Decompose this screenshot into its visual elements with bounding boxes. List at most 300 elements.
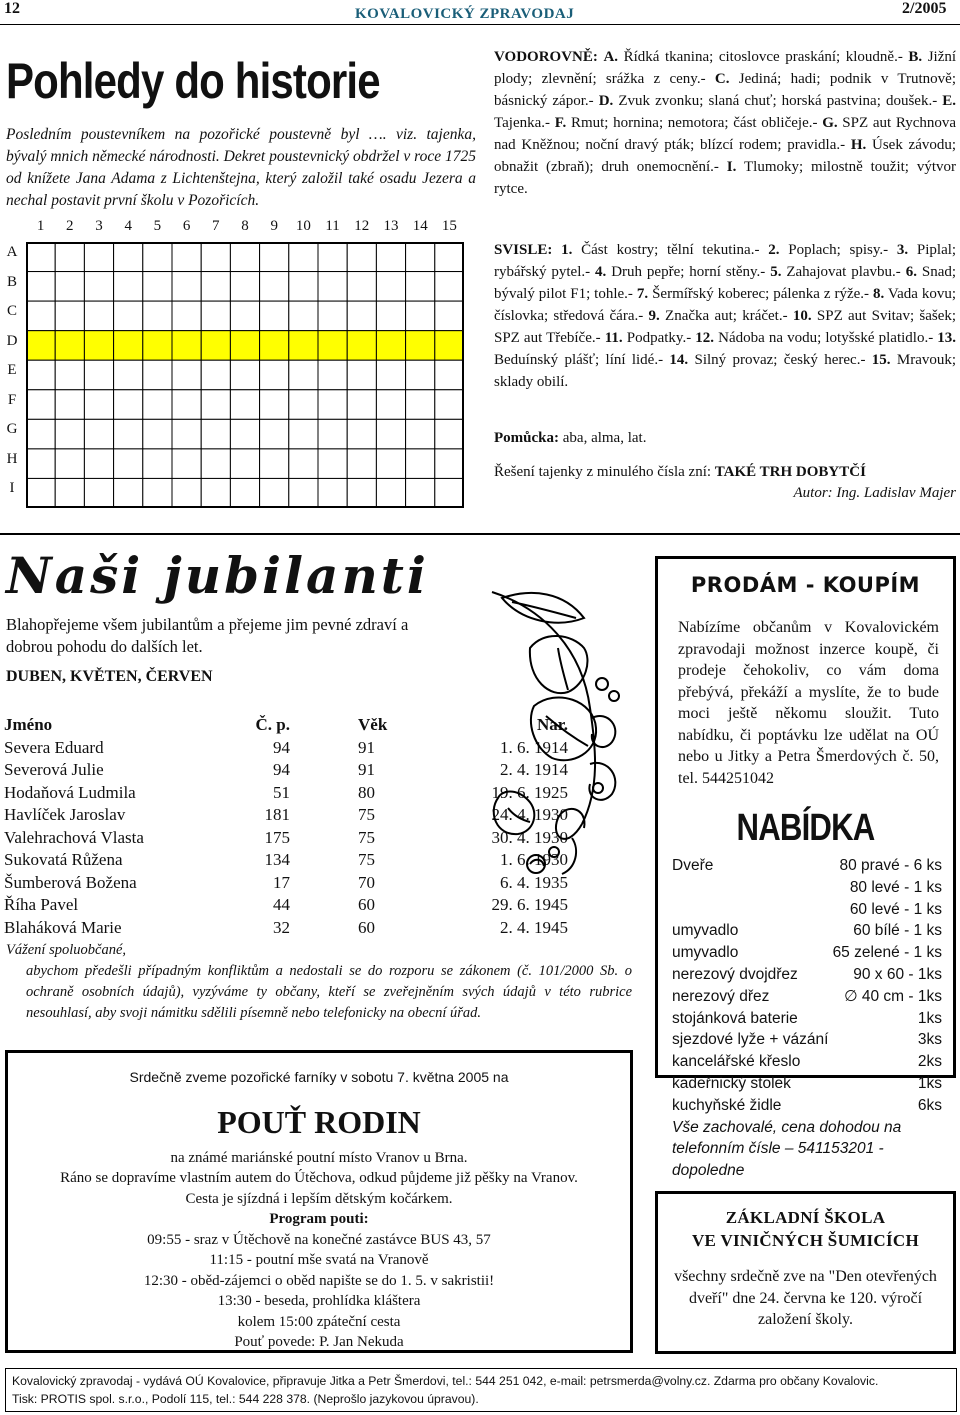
crossword-cell [347,419,376,449]
jubilant-age: 60 [358,895,375,914]
crossword-cell [114,360,143,390]
crossword-cell [289,419,318,449]
offer-item-detail: 1ks [917,1074,942,1092]
offer-item-name: umyvadlo [672,944,739,962]
crossword-cell [114,331,143,361]
clue-key: 5. [770,264,782,280]
clue-key: 2. [768,242,780,258]
clue-key: 6. [905,264,917,280]
clue-text: SPZ aut Svitav; šašek; SPZ aut Třebíče.- [494,308,957,346]
clue-key: D. [598,93,614,109]
crossword-cell [435,301,464,331]
crossword-cell [84,331,113,361]
crossword-cell [55,272,84,302]
offer-item [672,1029,942,1051]
offer-item [672,877,942,899]
crossword-cell [172,242,201,272]
col-age-header: Věk [358,715,388,734]
jubilant-born: 30. 4. 1930 [491,827,568,847]
offer-item-name: umyvadlo [672,922,739,940]
offer-item-detail: ∅ 40 cm - 1ks [844,987,942,1005]
crossword-row-letter: D [6,332,18,349]
crossword-column-number: 14 [412,218,428,234]
crossword-cell [435,478,464,508]
crossword-cell [406,390,435,420]
clue-key: I. [726,159,737,175]
crossword-cell [26,390,55,420]
crossword-cell [143,419,172,449]
crossword-cell [318,331,347,361]
crossword-cell [318,390,347,420]
jubilant-age: 80 [358,782,375,802]
offer-note: Vše zachovalé, cena dohodou na telefonním čísle – 541153201 - dopoledne [672,1118,902,1180]
crossword-cell [289,449,318,479]
crossword-cell [55,242,84,272]
crossword-cell [260,419,289,449]
crossword-row-letter: A [6,244,18,260]
crossword-cell [230,301,259,331]
crossword-cell [114,301,143,331]
jubilant-house: 17 [273,872,290,892]
crossword-cell [347,449,376,479]
crossword-cell [347,272,376,302]
crossword-cell [289,242,318,272]
clue-key: G. [822,115,838,131]
crossword-cell [172,272,201,302]
crossword-cell [347,301,376,331]
crossword-cell [230,449,259,479]
clue-key: 7. [636,286,649,302]
crossword-cell [201,449,230,479]
crossword-cell [55,449,84,479]
clue-text: Nádoba na vodu; lotyšské platidlo.- [718,330,934,346]
crossword-column-number: 12 [354,218,370,234]
col-house-header: Č. p. [255,715,290,734]
crossword-cell [230,331,259,361]
crossword-cell [114,242,143,272]
classifieds-text: Nabízíme občanům v Kovalovickém zpravodaji možnost inzerce koupě, či prodeje čehokoliv, co vám doma přebývá, překáží a myslíte, že to bude moci ještě někomu sloužit. Tuto nabídku, či poptávku lze udělat na OÚ nebo u Jitky a Petra Šmerdových č. 50, tel. 544251042 [678,619,939,787]
crossword-cell [376,242,405,272]
clue-key: 9. [648,308,660,324]
clue-text: Piplal; rybářský pytel.- [494,242,957,280]
jubilant-name: Sukovatá Růžena [4,850,123,869]
offer-item-name: kancelářské křeslo [672,1053,801,1071]
crossword-cell [26,272,55,302]
jubilant-born: 2. 4. 1914 [500,760,568,779]
crossword-cell [376,419,405,449]
jubilant-born: 2. 4. 1945 [500,917,568,937]
notice-body: abychom předešli případným konfliktům a nedostali se do rozporu se zákonem (č. 101/2000 Sb. o ochraně osobních údajů), vyzýváme ty občany, kteří se zveřejněním svých údajů v této rubrice nesouhlasí, aby svoji námitku sdělili písemně nebo telefonicky na obecní úřad. [26,963,632,1021]
program-item: Pouť povede: P. Jan Nekuda [234,1334,404,1350]
program-item: 12:30 - oběd-zájemci o oběd napište se do 1. 5. v sakristii! [143,1272,495,1289]
jubilant-name: Severová Julie [4,760,104,779]
jubilant-house: 181 [264,805,290,824]
crossword-cell [260,360,289,390]
crossword-cell [435,272,464,302]
crossword-cell [406,360,435,390]
crossword-cell [230,360,259,390]
jubilant-house: 134 [264,850,290,869]
footer-line-2: Tisk: PROTIS spol. s.r.o., Podolí 115, tel.: 544 228 378. (Neprošlo jazykovou úpravou). [12,1392,479,1406]
jubilant-born: 24. 4. 1930 [491,805,568,824]
crossword-cell [230,242,259,272]
jubilant-born: 29. 6. 1945 [491,895,568,914]
crossword-cell [289,272,318,302]
clue-text: Úsek závodu; obnažit (zbraň); druh onemocnění.- [494,137,957,175]
crossword-cell [376,390,405,420]
crossword-cell [55,419,84,449]
crossword-column-number: 15 [441,218,457,234]
crossword-cell [318,478,347,508]
crossword-cell [143,301,172,331]
clue-text: Beduínský plášť; líní lidé.- [494,352,664,368]
history-title: Pohledy do historie [6,53,380,109]
crossword-cell [435,242,464,272]
crossword-cell [289,331,318,361]
jubilant-age: 75 [358,827,375,847]
jubilant-born: 19. 6. 1925 [491,782,568,802]
crossword-cell [55,301,84,331]
crossword-cell [172,478,201,508]
crossword-column-number: 5 [153,218,162,234]
crossword-cell [84,242,113,272]
clue-key: 15. [871,352,891,368]
jubilant-age: 75 [358,805,375,824]
clues-horizontal [494,46,956,200]
crossword-cell [143,478,172,508]
school-box [655,1191,956,1354]
pilgrimage-line: Ráno se dopravíme vlastním autem do Útěchova, odkud půjdeme již pěšky na Vranov. [60,1170,578,1186]
help-line [494,427,956,449]
offer-item-detail: 1ks [917,1009,942,1027]
crossword-cell [84,360,113,390]
offer-item-detail: 60 bílé - 1 ks [853,922,942,940]
jubilant-name: Valehrachová Vlasta [4,827,144,847]
crossword-column-number: 10 [295,218,311,234]
crossword-cell [26,419,55,449]
crossword-cell [406,478,435,508]
crossword-cell [347,331,376,361]
offer-item-name: sjezdové lyže + vázání [672,1031,829,1049]
clue-key: 4. [595,264,607,280]
crossword-cell [26,242,55,272]
crossword-cell [318,449,347,479]
crossword-row-letter: I [9,480,15,496]
offer-item-detail: 90 x 60 - 1ks [853,965,942,983]
crossword-cell [114,390,143,420]
crossword-cell [435,390,464,420]
crossword-column-number: 2 [66,218,74,234]
crossword-cell [172,449,201,479]
crossword-cell [435,449,464,479]
result-answer: TAKÉ TRH DOBYTČÍ [714,464,866,480]
crossword-cell [376,478,405,508]
clue-text: Poplach; spisy.- [788,242,889,258]
crossword-cell [26,360,55,390]
school-title-1: ZÁKLADNÍ ŠKOLA [725,1208,886,1227]
offer-item-name: nerezový dřez [672,987,770,1005]
crossword-cell [201,331,230,361]
table-row [4,917,568,940]
crossword-cell [201,301,230,331]
crossword-cell [172,360,201,390]
clues-label: SVISLE: [494,242,553,258]
clue-key: A. [603,49,619,65]
clue-key: 3. [896,242,909,258]
crossword-column-number: 7 [212,218,220,234]
crossword-cell [376,360,405,390]
crossword-cell [260,272,289,302]
clue-text: Zvuk zvonku; slaná chuť; horská pastvina; doušek.- [618,93,938,109]
crossword-cell [84,301,113,331]
crossword-grid [26,242,464,508]
clue-text: Řídká tkanina; citoslovce praskání; kloudně.- [623,49,903,65]
jubilant-name: Hodaňová Ludmila [4,782,136,802]
crossword-cell [347,242,376,272]
offer-item-detail: 80 levé - 1 ks [849,878,942,896]
crossword-cell [143,331,172,361]
crossword-cell [114,478,143,508]
program-label: Program pouti: [269,1211,369,1227]
crossword-cell [84,419,113,449]
crossword-cell [143,242,172,272]
crossword-cell [289,478,318,508]
jubilant-name: Říha Pavel [4,895,79,914]
section-divider [0,533,960,535]
clue-text: Jediná; hadi; podnik v Trutnově; básnický zápor.- [494,71,957,109]
privacy-notice [6,940,632,1024]
crossword-cell [26,301,55,331]
clue-key: 1. [561,242,573,258]
jubilant-born: 1. 6. 1914 [500,737,568,757]
crossword-cell [347,360,376,390]
clue-text: Tajenka.- [494,115,551,131]
program-item: kolem 15:00 zpáteční cesta [237,1313,401,1330]
crossword-cell [376,272,405,302]
jubilant-name: Šumberová Božena [4,872,137,892]
page-number: 12 [4,0,20,17]
clue-key: 10. [792,308,812,324]
offer-item [672,920,942,942]
crossword-cell [201,478,230,508]
crossword-column-number: 8 [241,218,249,234]
jubilant-age: 60 [358,917,375,937]
crossword-cell [172,301,201,331]
crossword-cell [230,478,259,508]
masthead: KOVALOVICKÝ ZPRAVODAJ [355,6,575,22]
crossword-cell [406,301,435,331]
clue-key: 13. [937,330,957,346]
offer-item-detail: 80 pravé - 6 ks [839,857,942,874]
clue-text: Zahajovat plavbu.- [786,264,901,280]
crossword-cell [26,331,55,361]
jubilant-house: 94 [273,760,290,779]
crossword-row-letter: H [6,450,18,467]
leaf-branch-illustration [472,588,632,888]
footer [5,1368,957,1412]
crossword-cell [260,331,289,361]
crossword-cell [406,419,435,449]
crossword-cell [347,390,376,420]
crossword-cell [201,419,230,449]
jubilant-house: 44 [273,895,290,914]
crossword-column-number: 11 [325,218,340,234]
crossword-cell [376,449,405,479]
offer-item-detail: 60 levé - 1 ks [849,900,942,918]
crossword-column-number: 13 [383,218,399,234]
crossword-cell [376,301,405,331]
jubilants-intro: Blahopřejeme všem jubilantům a přejeme jim pevné zdraví a dobrou pohodu do dalších let. [6,615,409,656]
offer-item [672,942,942,964]
clue-text: Značka aut; kráčet.- [665,308,788,324]
offer-item-detail: 3ks [917,1031,942,1049]
crossword-cell [318,272,347,302]
crossword-column-number: 6 [182,218,191,234]
offer-item [672,964,942,986]
crossword-row-letter: F [7,391,17,408]
clue-key: H. [850,137,867,153]
program-item: 09:55 - sraz v Útěchově na konečné zastávce BUS 43, 57 [147,1231,491,1248]
crossword-column-number: 4 [124,218,132,234]
offer-item [672,855,942,877]
crossword-cell [260,242,289,272]
offer-title: NABÍDKA [736,807,875,849]
crossword-cell [143,360,172,390]
crossword-row-letter: B [6,273,17,290]
crossword-cell [26,449,55,479]
jubilants-title: Naši jubilanti [6,546,429,605]
crossword-cell [201,242,230,272]
jubilants-months: DUBEN, KVĚTEN, ČERVEN [6,668,213,685]
issue-number: 2/2005 [902,0,947,17]
jubilant-house: 94 [273,737,290,757]
jubilant-age: 75 [358,850,375,869]
crossword-cell [84,390,113,420]
clues-vertical [494,239,956,393]
crossword-cell [260,301,289,331]
clue-key: F. [554,115,567,131]
crossword-cell [84,449,113,479]
offer-item [672,1008,942,1030]
table-row [4,894,568,917]
clue-text: Druh pepře; horní stěny.- [611,264,766,280]
jubilant-name: Havlíček Jaroslav [4,805,126,824]
crossword-cell [114,449,143,479]
crossword-cell [143,449,172,479]
school-title-2: VE VINIČNÝCH ŠUMICÍCH [691,1231,919,1250]
pilgrimage-box [5,1050,633,1353]
crossword-cell [84,478,113,508]
crossword-author: Autor: Ing. Ladislav Majer [793,485,956,501]
offer-item [672,1095,942,1117]
pilgrimage-invite: Srdečně zveme pozořické farníky v sobotu 7. května 2005 na [129,1069,509,1085]
jubilant-born: 6. 4. 1935 [500,872,568,892]
crossword-column-number: 3 [95,218,103,234]
jubilant-house: 32 [273,917,290,937]
clue-text: Jižní plody; zlevnění; srážka z ceny.- [494,49,957,87]
crossword-cell [435,360,464,390]
crossword-cell [143,272,172,302]
crossword-cell [55,478,84,508]
crossword-cell [289,360,318,390]
clue-key: 11. [604,330,623,346]
jubilant-born: 1. 6. 1930 [500,850,568,869]
jubilant-age: 91 [358,760,375,779]
history-intro: Posledním poustevníkem na pozořické poustevně byl …. viz. tajenka, bývalý mnich německé národnosti. Dekret poustevnický obdržel v roce 1725 od knížete Jana Adama z Lichtenštejna, který založil také osadu Jezera a nechal postavit první školu v Pozořicích. [6,126,477,209]
crossword-cell [318,419,347,449]
crossword-row-letter: E [7,362,17,378]
help-text: aba, alma, lat. [562,430,647,446]
crossword-cell [406,242,435,272]
classifieds-box [655,556,956,1180]
crossword-cell [435,331,464,361]
offer-item [672,1051,942,1073]
crossword-column-number: 9 [270,218,278,234]
clue-text: Podpatky.- [626,330,692,346]
offer-list [672,855,942,1182]
jubilant-name: Blaháková Marie [4,917,122,937]
clues-label: VODOROVNĚ: [494,49,598,65]
program-item: 11:15 - poutní mše svatá na Vranově [209,1252,429,1268]
jubilant-name: Severa Eduard [4,737,104,757]
crossword-cell [201,360,230,390]
pilgrimage-title: POUŤ RODIN [217,1103,421,1140]
col-name-header: Jméno [4,715,53,734]
classifieds-title: PRODÁM - KOUPÍM [690,573,921,597]
pilgrimage-line: Cesta je sjízdná i lepším dětským kočárkem. [185,1190,453,1207]
clue-text: Rmut; hornina; nemotora; část obličeje.- [570,115,818,131]
crossword-row-letter: G [6,421,18,437]
program-item: 13:30 - beseda, prohlídka kláštera [217,1293,421,1309]
offer-item-detail: 65 zelené - 1 ks [832,944,942,962]
clue-key: 14. [669,352,689,368]
previous-result [494,461,956,483]
crossword-cell [230,390,259,420]
crossword-cell [172,390,201,420]
clue-text: Tlumoky; milostně toužit; výtvor rytce. [494,159,957,197]
crossword-cell [230,419,259,449]
clue-key: 12. [695,330,715,346]
pilgrimage-line: na známé mariánské poutní místo Vranov u Brna. [170,1149,468,1166]
clue-text: SPZ aut Rychnova nad Kněžnou; noční dravý pták; blízcí rodem; pravidla.- [494,115,957,153]
result-prefix: Řešení tajenky z minulého čísla zní: [494,464,712,480]
jubilant-age: 91 [358,737,375,757]
footer-line-1: Kovalovický zpravodaj - vydává OÚ Kovalovice, připravuje Jitka a Petr Šmerdovi, tel.: 544 251 042, e-mail: petrsmerda@volny.cz. Zdarma pro občany Kovalovic. [12,1374,879,1388]
school-text: všechny srdečně zve na "Den otevřených dveří" dne 24. června ke 120. výročí založení školy. [674,1268,937,1328]
offer-item-name: stojánková baterie [672,1009,798,1027]
crossword-cell [26,478,55,508]
crossword-cell [114,272,143,302]
crossword-cell [318,301,347,331]
crossword-cell [435,419,464,449]
offer-item [672,986,942,1008]
offer-item [672,1073,942,1095]
crossword-cell [406,449,435,479]
offer-item-name: kadeřnický stolek [672,1074,791,1092]
crossword-cell [376,331,405,361]
clue-key: 8. [872,286,885,302]
crossword-cell [260,390,289,420]
offer-item-name: kuchyňské židle [672,1096,782,1114]
crossword-cell [230,272,259,302]
crossword-cell [201,390,230,420]
clue-key: C. [714,71,730,87]
crossword-cell [55,360,84,390]
crossword-cell [172,419,201,449]
crossword-row-letter: C [6,303,17,319]
clue-key: E. [942,93,957,109]
crossword-cell [318,360,347,390]
